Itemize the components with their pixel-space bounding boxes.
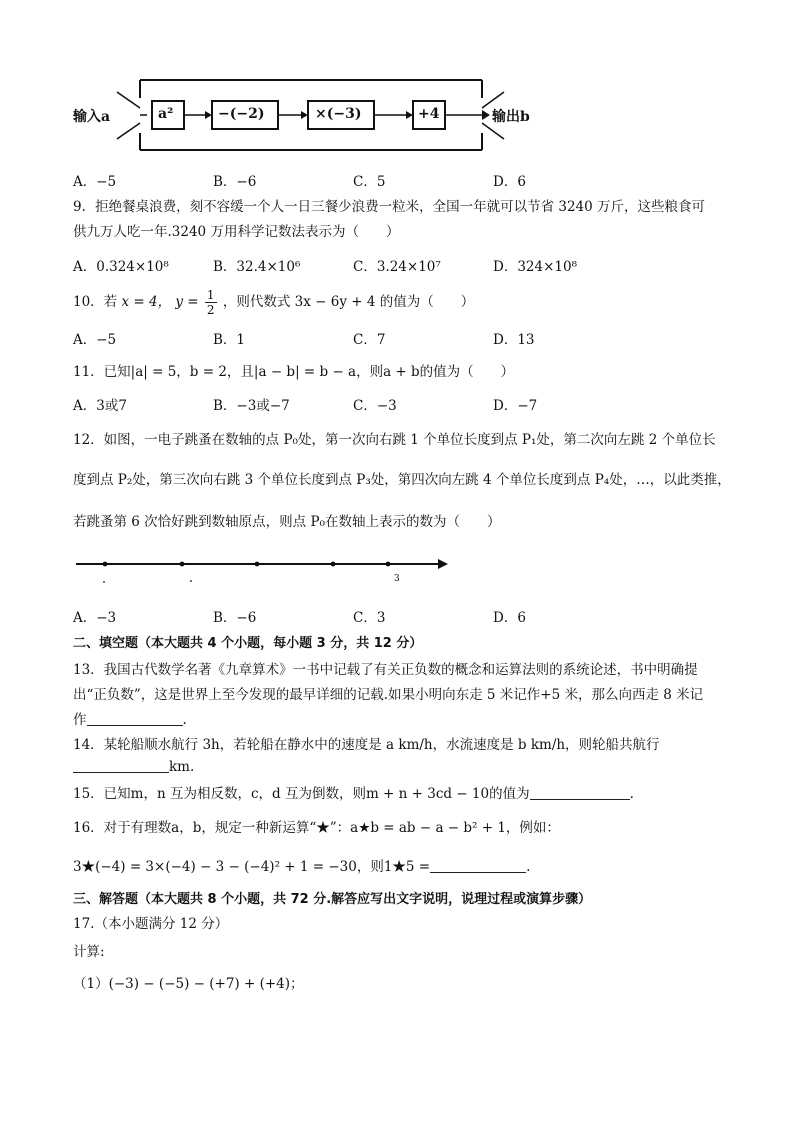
- flow-box-times: ×(−3): [315, 106, 362, 122]
- q15-end: .: [629, 786, 634, 802]
- q12-option-b: B．−6: [213, 610, 257, 626]
- q11-question: 11．已知|a| = 5，b = 2，且|a − b| = b − a，则a + b的值为（ ）: [73, 364, 515, 380]
- q11-option-c: C．−3: [353, 398, 397, 414]
- flow-box-minus: −(−2): [218, 106, 265, 122]
- q8-option-c: C．5: [353, 174, 386, 190]
- q13-line3-text: 作: [73, 712, 87, 728]
- flow-output-label: 输出b: [492, 109, 530, 125]
- flow-box-square: a²: [158, 106, 174, 122]
- q8-option-b: B．−6: [213, 174, 257, 190]
- q16-line2: [73, 855, 530, 875]
- q12-option-a: A．−3: [73, 610, 117, 626]
- q15-text: 15．已知m，n 互为相反数，c，d 互为倒数，则m + n + 3cd − 10的值为: [73, 786, 530, 802]
- flow-diagram: [72, 78, 532, 154]
- q15-line: [73, 782, 634, 802]
- q10-frac-den: 2: [206, 303, 215, 317]
- q11-option-d: D．−7: [493, 398, 538, 414]
- q10-option-b: B．1: [213, 332, 246, 348]
- q17-title: 17.（本小题满分 12 分）: [73, 916, 229, 932]
- q16-answer-blank[interactable]: [430, 858, 526, 873]
- q10-y: y =: [175, 294, 199, 310]
- q9-option-c: C．3.24×10⁷: [353, 259, 441, 275]
- q14-answer-blank[interactable]: [73, 758, 169, 773]
- q12-line1: 12．如图，一电子跳蚤在数轴的点 P₀处，第一次向右跳 1 个单位长度到点 P₁处，第二次向左跳 2 个单位长: [73, 432, 716, 448]
- section2-title: 二、填空题（本大题共 4 个小题，每小题 3 分，共 12 分）: [73, 636, 423, 651]
- q12-axis-label: 3: [394, 574, 400, 584]
- flow-box-plus: +4: [418, 106, 440, 122]
- q16-line1: 16．对于有理数a，b，规定一种新运算“★”：a★b = ab − a − b² + 1，例如：: [73, 820, 560, 836]
- q9-line2: 供九万人吃一年.3240 万用科学记数法表示为（ ）: [73, 224, 400, 240]
- q13-line1: 13．我国古代数学名著《九章算术》一书中记载了有关正负数的概念和运算法则的系统论述，书中明确提: [73, 662, 698, 678]
- q10-suffix: ，则代数式 3x − 6y + 4 的值为（ ）: [222, 294, 475, 310]
- q13-line2: 出“正负数”，这是世界上至今发现的最早详细的记载.如果小明向东走 5 米记作+5 米，那么向西走 8 米记: [73, 687, 704, 703]
- q12-option-d: D．6: [493, 610, 526, 626]
- q13-answer-blank[interactable]: [87, 711, 183, 726]
- q10-fraction: [205, 288, 217, 317]
- q13-line3: [73, 708, 187, 728]
- q12-line3: 若跳蚤第 6 次恰好跳到数轴原点，则点 P₀在数轴上表示的数为（ ）: [73, 514, 501, 530]
- q17-part1: （1）(−3) − (−5) − (+7) + (+4)；: [73, 976, 304, 992]
- q9-line1: 9．拒绝餐桌浪费，刻不容缓一个人一日三餐少浪费一粒米，全国一年就可以节省 3240 万斤，这些粮食可: [73, 199, 706, 215]
- section3-title: 三、解答题（本大题共 8 个小题，共 72 分.解答应写出文字说明，说理过程或演算步骤）: [73, 892, 592, 907]
- q10-x: x = 4，: [121, 294, 172, 310]
- flow-input-label: 输入a: [73, 109, 111, 125]
- q12-option-c: C．3: [353, 610, 386, 626]
- q10-frac-num: 1: [206, 288, 215, 302]
- q15-answer-blank[interactable]: [530, 785, 630, 800]
- q10-prefix: 10．若: [73, 294, 118, 310]
- q10-option-d: D．13: [493, 332, 535, 348]
- q8-option-a: A．−5: [73, 174, 117, 190]
- q8-option-d: D．6: [493, 174, 526, 190]
- q14-line2: [73, 758, 194, 775]
- q16-end: .: [526, 859, 531, 875]
- q9-option-a: A．0.324×10⁸: [73, 259, 169, 275]
- q16-example: 3★(−4) = 3×(−4) − 3 − (−4)² + 1 = −30，则1★5 =: [73, 859, 431, 875]
- q14-line1: 14．某轮船顺水航行 3h，若轮船在静水中的速度是 a km/h，水流速度是 b km/h，则轮船共航行: [73, 737, 660, 753]
- q12-line2: 度到点 P₂处，第三次向右跳 3 个单位长度到点 P₃处，第四次向左跳 4 个单位长度到点 P₄处，…，以此类推，: [73, 472, 731, 488]
- q10-question: [73, 288, 474, 317]
- q11-option-a: A．3或7: [73, 398, 127, 414]
- q9-option-d: D．324×10⁸: [493, 259, 577, 275]
- q14-line2-end: km.: [169, 759, 195, 775]
- q17-intro: 计算:: [73, 944, 105, 960]
- q10-option-a: A．−5: [73, 332, 117, 348]
- q9-option-b: B．32.4×10⁶: [213, 259, 301, 275]
- q11-option-b: B．−3或−7: [213, 398, 290, 414]
- q13-line3-end: .: [182, 712, 187, 728]
- q10-option-c: C．7: [353, 332, 386, 348]
